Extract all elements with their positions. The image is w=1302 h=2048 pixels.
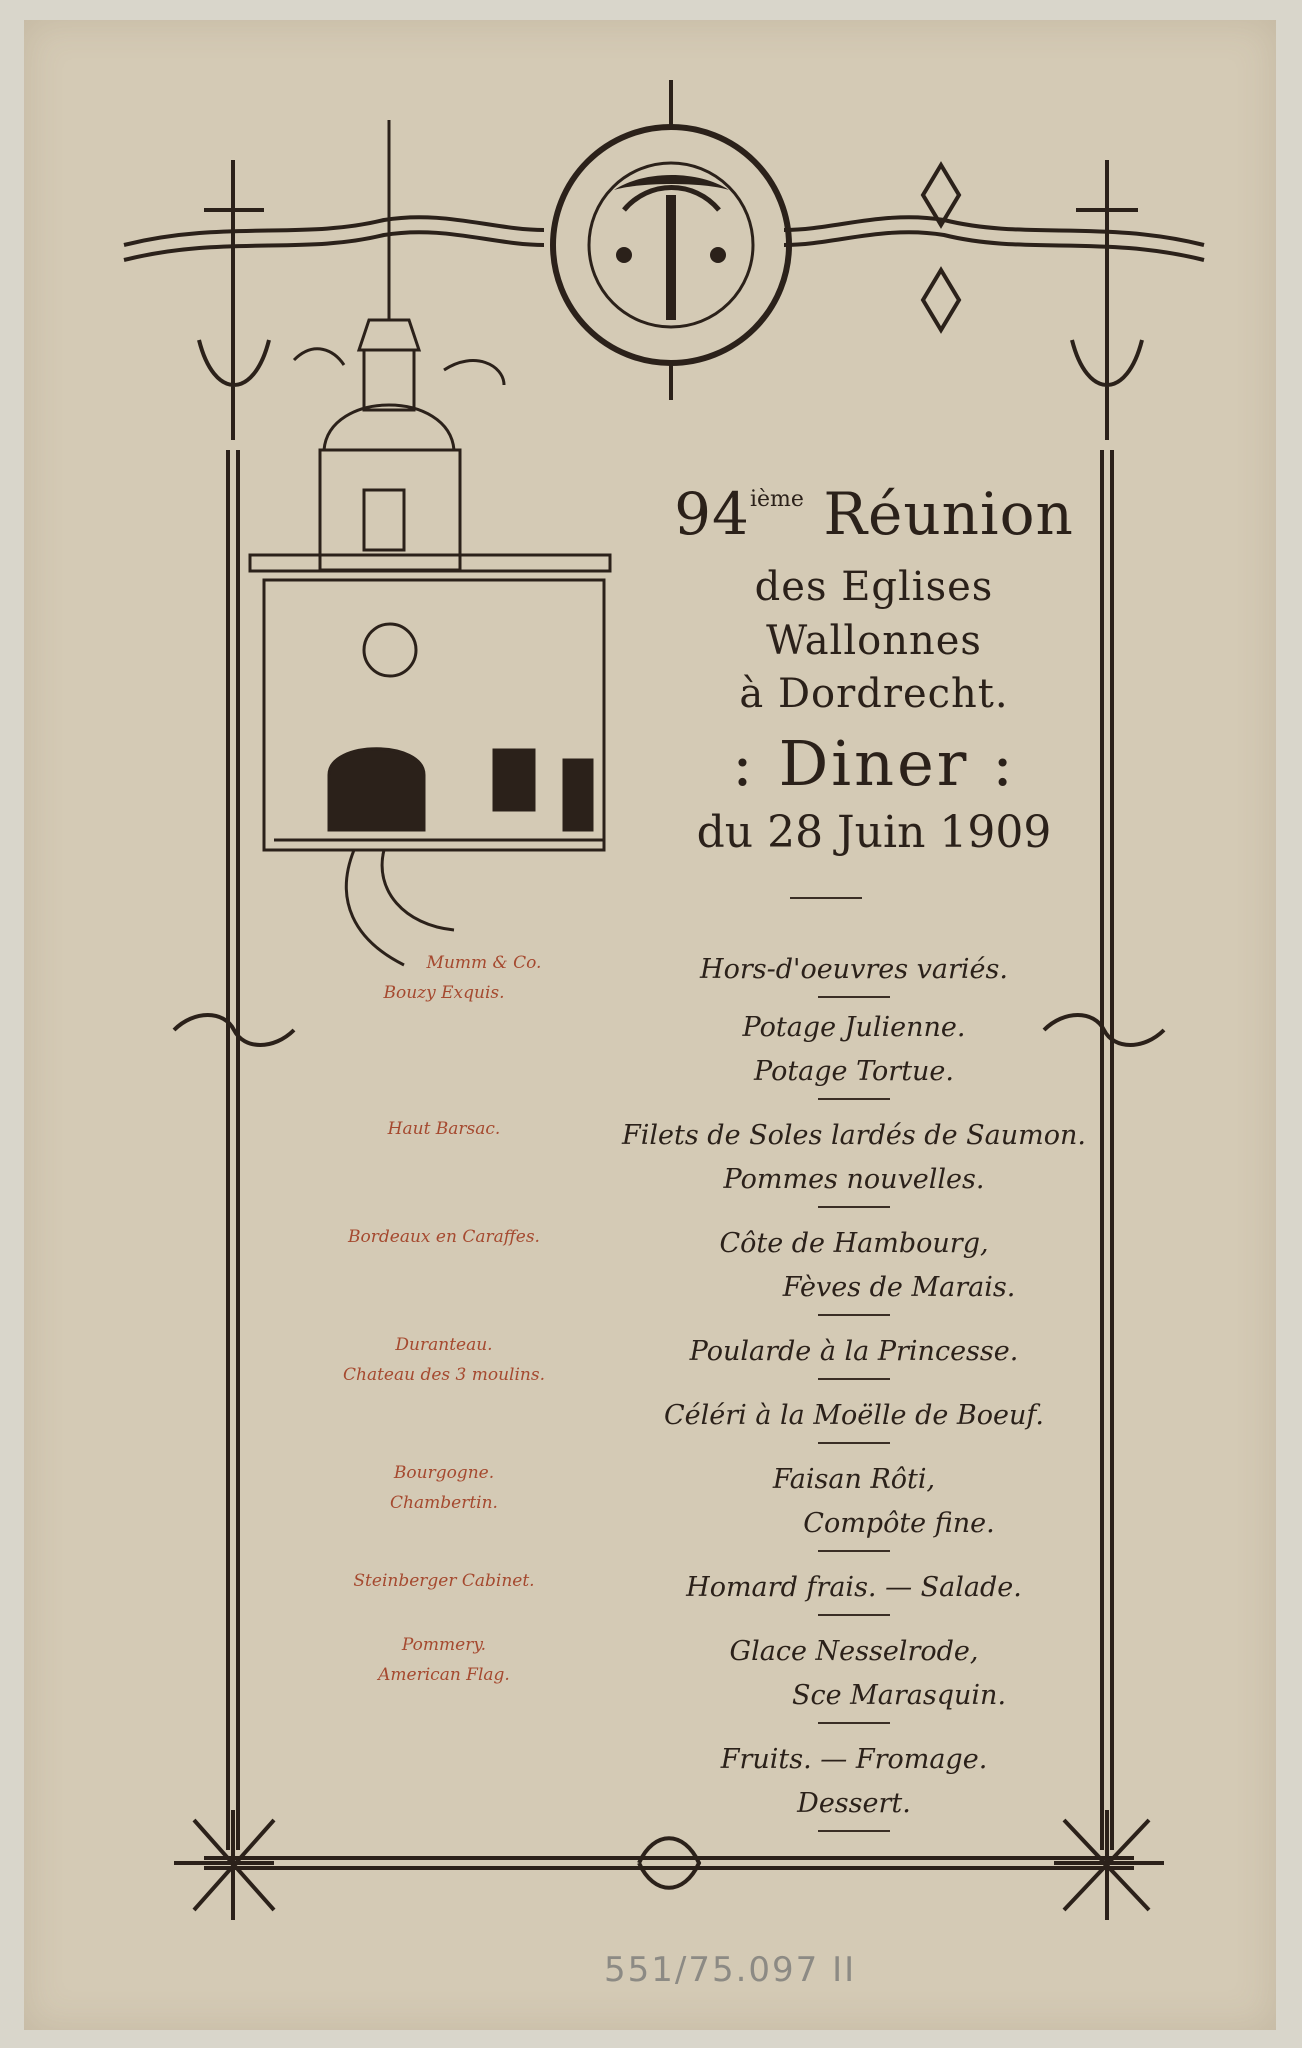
course-divider — [818, 1206, 890, 1208]
dish-line: Sce Marasquin. — [791, 1680, 1007, 1711]
menu-course — [594, 1006, 1114, 1106]
course-divider — [818, 996, 890, 998]
dish-line: Fruits. — Fromage. — [720, 1744, 988, 1775]
menu-course — [594, 1738, 1114, 1838]
course-divider — [818, 1830, 890, 1832]
wine-pairing: Duranteau. — [395, 1335, 493, 1355]
dish-line: Homard frais. — Salade. — [686, 1572, 1022, 1603]
dish-line: Dessert. — [797, 1788, 911, 1819]
dish-line: Pommes nouvelles. — [723, 1164, 985, 1195]
course-divider — [818, 1550, 890, 1552]
menu-course — [594, 1566, 1114, 1622]
menu-title — [654, 468, 1094, 862]
title-eglises: des Eglises Wallonnes — [754, 564, 994, 664]
wine-pairing: Bourgogne. — [393, 1463, 495, 1483]
title-reunion — [654, 468, 1094, 546]
menu-course — [594, 948, 1114, 1004]
archive-number: 551/75.097 II — [604, 1950, 857, 1990]
diner-word: Diner — [778, 727, 970, 800]
reunion-number: 94 — [674, 480, 750, 548]
course-divider — [818, 1314, 890, 1316]
course-divider — [818, 1614, 890, 1616]
reunion-word: Réunion — [823, 480, 1074, 548]
wine-pairing: Mumm & Co. — [426, 953, 542, 973]
wine-pairing: Pommery. — [401, 1635, 487, 1655]
wine-pairing: Chambertin. — [390, 1493, 498, 1513]
menu-course — [594, 1630, 1114, 1730]
dish-line: Glace Nesselrode, — [729, 1636, 979, 1667]
menu-course — [594, 1458, 1114, 1558]
title-date: du 28 Juin 1909 — [696, 807, 1052, 858]
dish-line: Hors-d'oeuvres variés. — [700, 954, 1008, 985]
dish-line: Potage Tortue. — [754, 1056, 954, 1087]
reunion-ordinal: ième — [749, 487, 804, 512]
course-divider — [818, 1442, 890, 1444]
wine-pairing: Steinberger Cabinet. — [353, 1571, 535, 1591]
wine-pairing: Bordeaux en Caraffes. — [348, 1227, 540, 1247]
dish-line: Faisan Rôti, — [772, 1464, 936, 1495]
menu-course — [594, 1330, 1114, 1386]
dish-line: Poularde à la Princesse. — [689, 1336, 1019, 1367]
dish-line: Céléri à la Moëlle de Boeuf. — [663, 1400, 1044, 1431]
dish-line: Côte de Hambourg, — [719, 1228, 989, 1259]
menu-card — [24, 20, 1276, 2030]
course-divider — [818, 1378, 890, 1380]
title-diner: : Diner : — [731, 727, 1017, 800]
wine-pairing: Haut Barsac. — [387, 1119, 501, 1139]
dish-line: Potage Julienne. — [742, 1012, 966, 1043]
course-divider — [818, 1722, 890, 1724]
dish-line: Compôte fine. — [803, 1508, 995, 1539]
emblem-seal — [553, 80, 789, 400]
menu-course — [594, 1394, 1114, 1450]
menu-course — [594, 1222, 1114, 1322]
wine-pairing: Bouzy Exquis. — [383, 983, 505, 1003]
dish-line: Filets de Soles lardés de Saumon. — [622, 1120, 1086, 1151]
dish-line: Fèves de Marais. — [782, 1272, 1016, 1303]
menu-course — [594, 1114, 1114, 1214]
course-divider — [818, 1098, 890, 1100]
wine-pairing: Chateau des 3 moulins. — [342, 1365, 546, 1385]
title-dordrecht: à Dordrecht. — [739, 671, 1009, 717]
title-divider — [790, 897, 862, 899]
wine-pairing: American Flag. — [378, 1665, 510, 1685]
